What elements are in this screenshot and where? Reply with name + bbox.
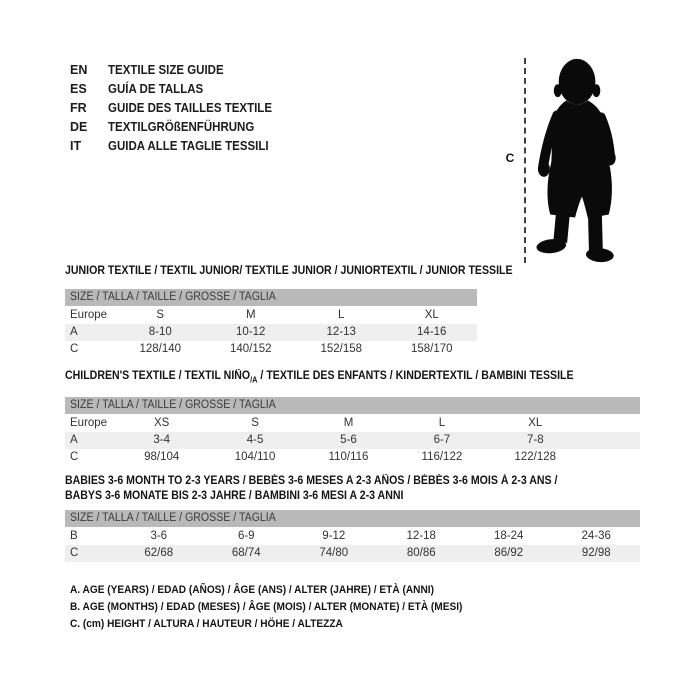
language-legend [70, 60, 286, 155]
age-cell: 12-13 [326, 326, 356, 338]
table-row [65, 307, 477, 324]
lang-code: EN [70, 62, 88, 77]
lang-row-fr [70, 98, 286, 117]
lang-title: GUIDA ALLE TAGLIE TESSILI [108, 138, 269, 153]
junior-size-header-bar [65, 289, 477, 306]
table-row [65, 432, 640, 449]
table-row [65, 545, 640, 562]
lang-title: GUIDE DES TAILLES TEXTILE [108, 100, 273, 115]
size-cell: M [343, 417, 354, 430]
lang-title: TEXTILE SIZE GUIDE [108, 62, 224, 77]
age-cell: 10-12 [236, 326, 266, 338]
table-row [65, 528, 640, 545]
age-cell: 12-18 [406, 530, 436, 542]
size-cell: XL [424, 309, 439, 321]
row-label: A [70, 434, 78, 447]
age-cell: 14-16 [417, 326, 447, 338]
children-table-title: CHILDREN'S TEXTILE / TEXTIL $NIÑO_{/A}$ / TEXTILE DES ENFANTS / KINDERTEXTIL / BAMBINI TESSILE [65, 370, 574, 385]
age-cell: 24-36 [581, 530, 611, 542]
height-cell: 116/122 [421, 451, 463, 464]
height-cell: 110/116 [328, 451, 369, 464]
height-cell: 122/128 [514, 451, 557, 464]
table-row [65, 449, 640, 466]
size-cell: M [245, 309, 256, 321]
lang-row-en [70, 60, 286, 79]
size-header-text: SIZE / TALLA / TAILLE / GRÖSSE / TAGLIA [70, 291, 276, 303]
size-header-text: SIZE / TALLA / TAILLE / GRÖSSE / TAGLIA [70, 399, 276, 412]
age-cell: 18-24 [494, 530, 524, 542]
note-a: A. AGE (YEARS) / EDAD (AÑOS) / ÂGE (ANS) / ALTER (JAHRE) / ETÀ (ANNI) [70, 584, 434, 596]
height-cell: 140/152 [229, 343, 272, 355]
children-size-header-bar [65, 397, 640, 414]
size-cell: S [251, 417, 259, 430]
height-cell: 128/140 [139, 343, 182, 355]
row-label: A [70, 326, 78, 338]
height-cell: 98/104 [144, 451, 180, 464]
babies-table-title: BABIES 3-6 MONTH TO 2-3 YEARS / BEBÉS 3-6 MESES A 2-3 AÑOS / BÉBÉS 3-6 MOIS À 2-3 ANS / BABYS 3-6 MONATE BIS 2-3 JAHRE / BAMBINI 3-6 MESI A 2-3 ANNI [65, 475, 558, 502]
table-row [65, 341, 477, 358]
babies-size-table [65, 474, 640, 562]
lang-title: TEXTILGRÖßENFÜHRUNG [108, 119, 255, 134]
height-cell: 62/68 [144, 547, 174, 559]
lang-row-it [70, 136, 286, 155]
height-measure-label: C [505, 151, 515, 165]
junior-table-title: JUNIOR TEXTILE / TEXTIL JUNIOR/ TEXTILE JUNIOR / JUNIORTEXTIL / JUNIOR TESSILE [65, 265, 513, 277]
age-cell: 3-6 [150, 530, 168, 542]
age-cell: 6-9 [237, 530, 255, 542]
age-cell: 6-7 [433, 434, 451, 447]
size-cell: XL [528, 417, 543, 430]
lang-code: DE [70, 119, 88, 134]
row-label: Europe [70, 417, 108, 430]
lang-code: IT [70, 138, 82, 153]
lang-code: FR [70, 100, 87, 115]
junior-size-table [65, 264, 513, 358]
height-measure-line [524, 58, 526, 263]
babies-size-header-bar [65, 510, 640, 527]
row-label: C [70, 547, 79, 559]
age-cell: 5-6 [340, 434, 357, 447]
height-cell: 74/80 [319, 547, 349, 559]
children-size-table [65, 369, 640, 466]
lang-title: GUÍA DE TALLAS [108, 81, 204, 96]
height-cell: 92/98 [581, 547, 611, 559]
baby-silhouette-icon [533, 52, 633, 265]
note-c: C. (cm) HEIGHT / ALTURA / HAUTEUR / HÖHE / ALTEZZA [70, 618, 343, 630]
note-b: B. AGE (MONTHS) / EDAD (MESES) / ÂGE (MOIS) / ALTER (MONATE) / ETÀ (MESI) [70, 601, 463, 613]
table-row [65, 415, 640, 432]
row-label: Europe [70, 309, 108, 321]
age-cell: 3-4 [153, 434, 170, 447]
age-cell: 8-10 [148, 326, 172, 338]
size-cell: XS [154, 417, 170, 430]
height-cell: 68/74 [231, 547, 261, 559]
row-label: B [70, 530, 78, 542]
height-cell: 86/92 [494, 547, 524, 559]
age-cell: 9-12 [322, 530, 346, 542]
age-cell: 4-5 [246, 434, 264, 447]
height-cell: 104/110 [234, 451, 276, 464]
size-cell: L [338, 309, 345, 321]
size-header-text: SIZE / TALLA / TAILLE / GRÖSSE / TAGLIA [70, 512, 276, 524]
height-cell: 152/158 [320, 343, 363, 355]
age-cell: 7-8 [526, 434, 544, 447]
table-row [65, 324, 477, 341]
legend-notes [70, 582, 497, 633]
height-cell: 80/86 [406, 547, 436, 559]
row-label: C [70, 343, 79, 355]
row-label: C [70, 451, 79, 464]
lang-row-de [70, 117, 286, 136]
size-cell: L [438, 417, 446, 430]
size-cell: S [156, 309, 165, 321]
height-cell: 158/170 [410, 343, 453, 355]
lang-row-es [70, 79, 286, 98]
lang-code: ES [70, 81, 87, 96]
